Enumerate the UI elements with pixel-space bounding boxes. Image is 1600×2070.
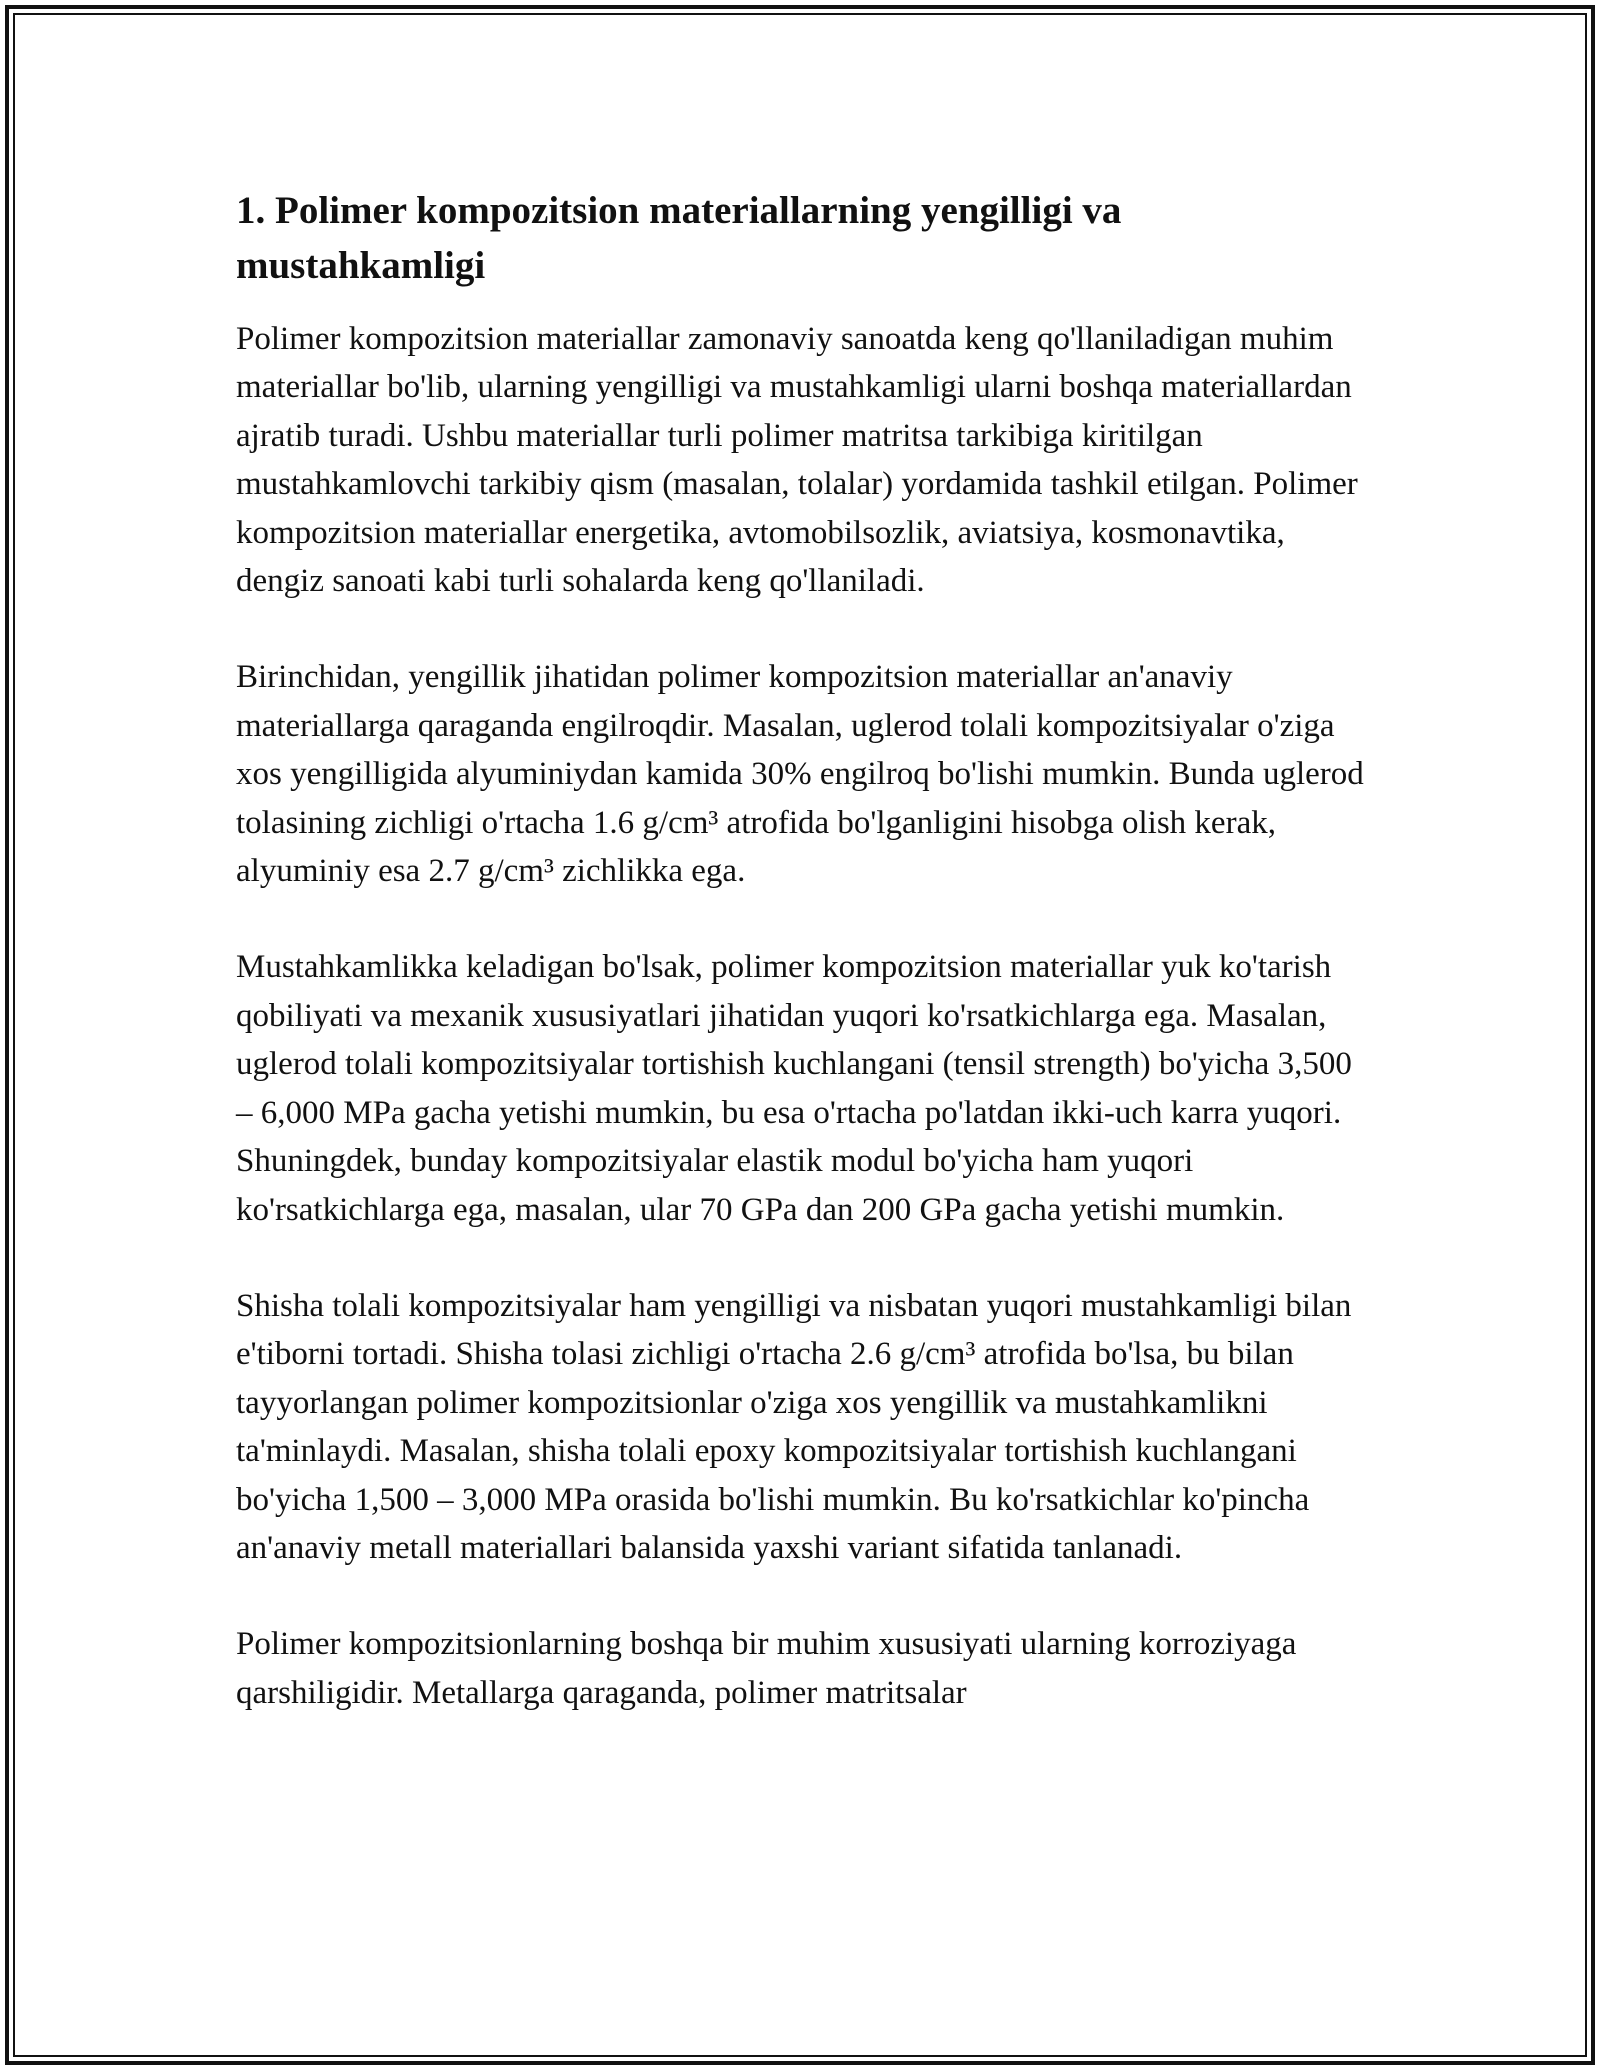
paragraph-intro: Polimer kompozitsion materiallar zamonaviy sanoatda keng qo'llaniladigan muhim materiallar bo'lib, ularning yengilligi va mustahkamligi ularni boshqa materiallardan ajratib turadi. Ushbu materiallar turli polimer matritsa tarkibiga kiritilgan mustahkamlovchi tarkibiy qism (masalan, tolalar) yordamida tashkil etilgan. Polimer kompozitsion materiallar energetika, avtomobilsozlik, aviatsiya, kosmonavtika, dengiz sanoati kabi turli sohalarda keng qo'llaniladi.: [236, 321, 1358, 600]
paragraph-strength: Mustahkamlikka keladigan bo'lsak, polimer kompozitsion materiallar yuk ko'tarish qobiliyati va mexanik xususiyatlari jihatidan yuqori ko'rsatkichlarga ega. Masalan, uglerod tolali kompozitsiyalar tortishish kuchlangani (tensil strength) bo'yicha 3,500 – 6,000 MPa gacha yetishi mumkin, bu esa o'rtacha po'latdan ikki-uch karra yuqori. Shuningdek, bunday kompozitsiyalar elastik modul bo'yicha ham yuqori ko'rsatkichlarga ega, masalan, ular 70 GPa dan 200 GPa gacha yetishi mumkin.: [236, 949, 1352, 1228]
paragraph-glass-fiber: Shisha tolali kompozitsiyalar ham yengilligi va nisbatan yuqori mustahkamligi bilan e'tiborni tortadi. Shisha tolasi zichligi o'rtacha 2.6 g/cm³ atrofida bo'lsa, bu bilan tayyorlangan polimer kompozitsionlar o'ziga xos yengillik va mustahkamlikni ta'minlaydi. Masalan, shisha tolali epoxy kompozitsiyalar tortishish kuchlangani bo'yicha 1,500 – 3,000 MPa orasida bo'lishi mumkin. Bu ko'rsatkichlar ko'pincha an'anaviy metall materiallari balansida yaxshi variant sifatida tanlanadi.: [236, 1287, 1352, 1566]
section-title: 1. Polimer kompozitsion materiallarning yengilligi va mustahkamligi: [236, 189, 1122, 287]
paragraph-corrosion: Polimer kompozitsionlarning boshqa bir muhim xususiyati ularning korroziyaga qarshiligidir. Metallarga qaraganda, polimer matritsalar: [236, 1626, 1297, 1711]
document-body: [236, 183, 1366, 1765]
paragraph-lightness: Birinchidan, yengillik jihatidan polimer kompozitsion materiallar an'anaviy materiallarga qaraganda engilroqdir. Masalan, uglerod tolali kompozitsiyalar o'ziga xos yengilligida alyuminiydan kamida 30% engilroq bo'lishi mumkin. Bunda uglerod tolasining zichligi o'rtacha 1.6 g/cm³ atrofida bo'lganligini hisobga olish kerak, alyuminiy esa 2.7 g/cm³ zichlikka ega.: [236, 659, 1364, 890]
